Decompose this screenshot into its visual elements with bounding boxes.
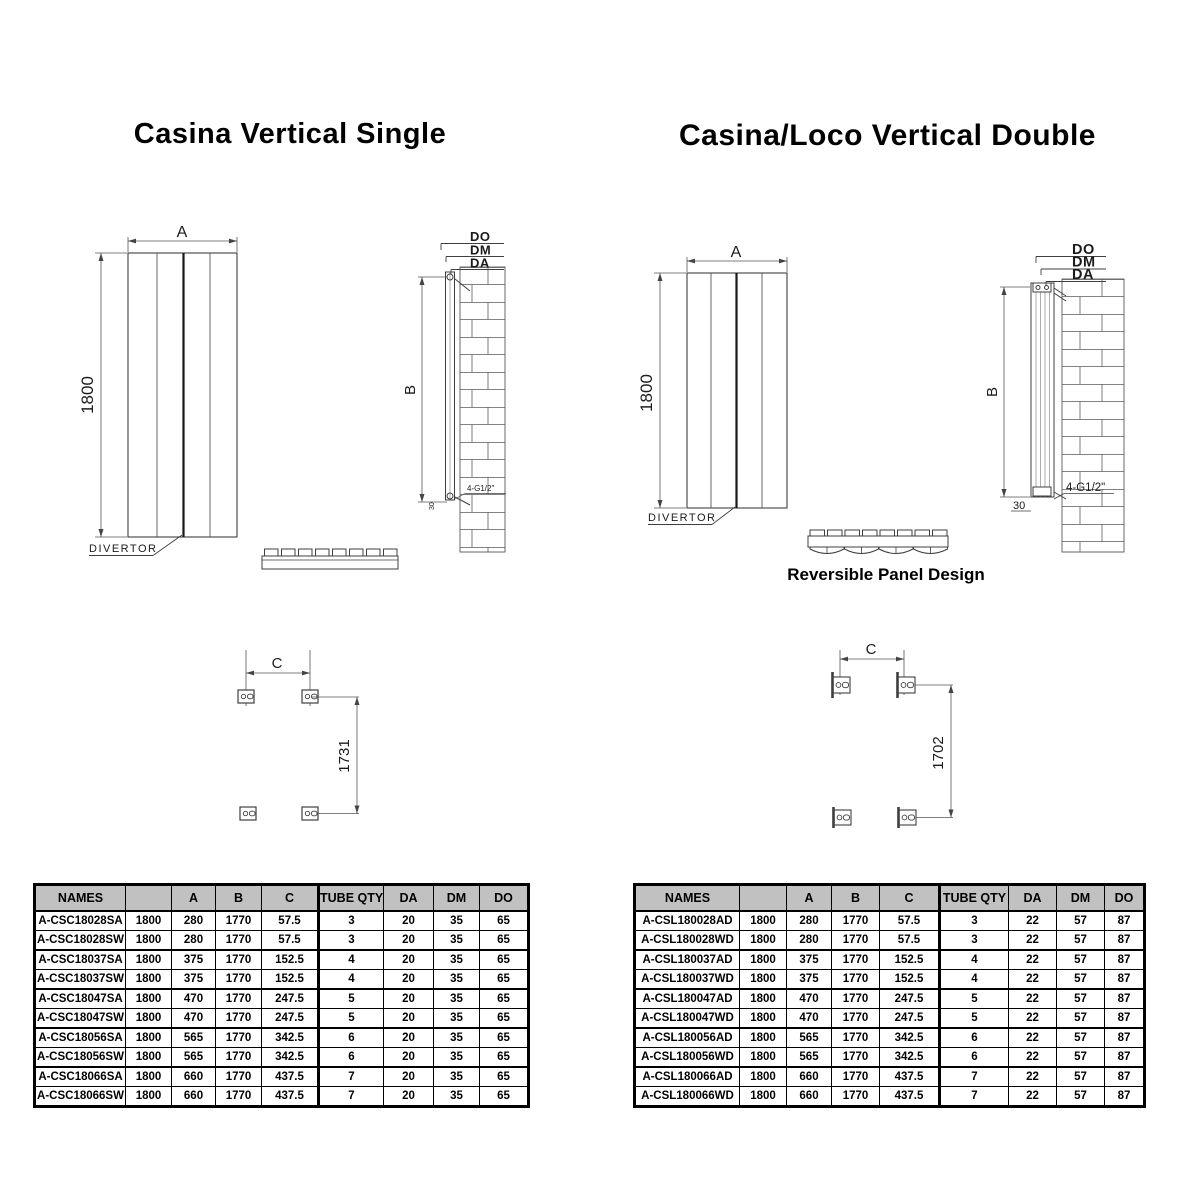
single-spec-table: [33, 883, 530, 1108]
model-name-cell: A-CSL180028WD: [635, 931, 740, 951]
col-header-a: A: [172, 885, 216, 912]
table-cell: 1770: [832, 931, 880, 951]
table-cell: 65: [480, 950, 529, 970]
table-cell: 3: [319, 911, 384, 931]
double-dim-1800: [654, 273, 686, 508]
table-cell: 1800: [740, 1067, 787, 1087]
single-dim-B: [418, 277, 447, 502]
single-dim-C-label: C: [271, 655, 283, 672]
table-cell: 6: [940, 1028, 1009, 1048]
table-cell: 20: [384, 1067, 434, 1087]
table-cell: 437.5: [262, 1087, 319, 1107]
table-cell: 1770: [832, 1028, 880, 1048]
table-cell: 4: [940, 970, 1009, 990]
table-row: [35, 911, 529, 931]
double-da-label: DA: [1072, 267, 1094, 283]
table-row: [635, 1028, 1145, 1048]
table-cell: 342.5: [262, 1048, 319, 1068]
col-header-do: DO: [480, 885, 529, 912]
wall-brackets: [832, 672, 916, 828]
table-cell: 1800: [740, 970, 787, 990]
table-cell: 65: [480, 1048, 529, 1068]
table-cell: 1800: [740, 931, 787, 951]
table-header-row: [635, 885, 1145, 912]
table-cell: 22: [1009, 1028, 1057, 1048]
table-cell: 35: [434, 1087, 480, 1107]
table-cell: 1800: [126, 970, 172, 990]
col-header-do: DO: [1105, 885, 1145, 912]
table-cell: 87: [1105, 989, 1145, 1009]
table-cell: 375: [787, 970, 832, 990]
table-cell: 4: [319, 950, 384, 970]
table-cell: 565: [172, 1028, 216, 1048]
table-cell: 65: [480, 1028, 529, 1048]
table-row: [35, 1067, 529, 1087]
table-row: [35, 1028, 529, 1048]
double-table-body: [635, 911, 1145, 1107]
table-cell: 35: [434, 1009, 480, 1029]
table-cell: 57: [1057, 1067, 1105, 1087]
double-dim-C-label: C: [865, 641, 877, 658]
table-cell: 35: [434, 950, 480, 970]
table-row: [635, 989, 1145, 1009]
table-cell: 35: [434, 1048, 480, 1068]
model-name-cell: A-CSC18066SA: [35, 1067, 126, 1087]
model-name-cell: A-CSL180056AD: [635, 1028, 740, 1048]
table-cell: 22: [1009, 1087, 1057, 1107]
table-cell: 1800: [126, 1009, 172, 1029]
table-cell: 1770: [216, 950, 262, 970]
table-cell: 1770: [832, 950, 880, 970]
model-name-cell: A-CSL180047AD: [635, 989, 740, 1009]
table-cell: 565: [787, 1028, 832, 1048]
table-cell: 342.5: [262, 1028, 319, 1048]
table-cell: 565: [787, 1048, 832, 1068]
double-spec-table: [633, 883, 1146, 1108]
single-dim-1731-label: 1731: [336, 739, 353, 773]
table-row: [35, 1009, 529, 1029]
model-name-cell: A-CSC18047SA: [35, 989, 126, 1009]
col-header-blank: [126, 885, 172, 912]
col-header-da: DA: [1009, 885, 1057, 912]
table-cell: 247.5: [262, 989, 319, 1009]
table-cell: 22: [1009, 911, 1057, 931]
table-row: [635, 911, 1145, 931]
table-cell: 57.5: [880, 931, 940, 951]
table-row: [635, 970, 1145, 990]
table-cell: 660: [172, 1087, 216, 1107]
model-name-cell: A-CSC18037SA: [35, 950, 126, 970]
table-cell: 57: [1057, 1028, 1105, 1048]
model-name-cell: A-CSC18037SW: [35, 970, 126, 990]
table-cell: 1800: [126, 1067, 172, 1087]
table-cell: 437.5: [880, 1067, 940, 1087]
table-cell: 57: [1057, 989, 1105, 1009]
table-row: [635, 1009, 1145, 1029]
table-cell: 1800: [740, 1028, 787, 1048]
model-name-cell: A-CSC18056SW: [35, 1048, 126, 1068]
table-cell: 6: [319, 1048, 384, 1068]
col-header-da: DA: [384, 885, 434, 912]
table-cell: 4: [940, 950, 1009, 970]
double-dim-A-label: A: [730, 244, 742, 261]
col-header-names: NAMES: [635, 885, 740, 912]
table-cell: 437.5: [262, 1067, 319, 1087]
table-cell: 1800: [740, 1087, 787, 1107]
single-spec-table-wrapper: [33, 883, 530, 1108]
table-cell: 65: [480, 1067, 529, 1087]
model-name-cell: A-CSC18028SW: [35, 931, 126, 951]
table-row: [35, 989, 529, 1009]
single-dim-B-label: B: [402, 384, 419, 396]
double-divertor-label: DIVERTOR: [648, 512, 717, 524]
table-cell: 7: [940, 1087, 1009, 1107]
model-name-cell: A-CSL180037AD: [635, 950, 740, 970]
model-name-cell: A-CSL180066WD: [635, 1087, 740, 1107]
table-row: [635, 950, 1145, 970]
double-front-view: [687, 273, 787, 508]
table-cell: 3: [940, 931, 1009, 951]
table-cell: 65: [480, 1009, 529, 1029]
table-cell: 20: [384, 989, 434, 1009]
table-cell: 20: [384, 1028, 434, 1048]
single-offset-label: 30: [429, 502, 436, 510]
table-cell: 20: [384, 931, 434, 951]
table-cell: 152.5: [880, 950, 940, 970]
single-dim-A-label: A: [176, 224, 188, 241]
table-cell: 342.5: [880, 1048, 940, 1068]
table-row: [35, 950, 529, 970]
wall-section: [1062, 279, 1124, 552]
table-cell: 1800: [126, 1028, 172, 1048]
table-cell: 57: [1057, 950, 1105, 970]
table-cell: 65: [480, 911, 529, 931]
table-cell: 342.5: [880, 1028, 940, 1048]
single-dim-1800-label: 1800: [78, 376, 97, 414]
table-cell: 5: [940, 989, 1009, 1009]
table-header-row: [35, 885, 529, 912]
table-cell: 57.5: [262, 931, 319, 951]
table-cell: 1770: [832, 1087, 880, 1107]
table-row: [635, 1048, 1145, 1068]
single-dim-1800: [95, 253, 127, 537]
single-tapping-label: 4-G1/2": [467, 484, 495, 493]
single-divertor-label: DIVERTOR: [89, 543, 158, 555]
table-cell: 1800: [740, 989, 787, 1009]
model-name-cell: A-CSC18047SW: [35, 1009, 126, 1029]
double-technical-drawing: [620, 230, 1140, 590]
table-cell: 1800: [740, 1048, 787, 1068]
table-cell: 1800: [126, 950, 172, 970]
table-cell: 87: [1105, 1087, 1145, 1107]
col-header-b: B: [216, 885, 262, 912]
col-header-tube-qty: TUBE QTY: [319, 885, 384, 912]
single-title: Casina Vertical Single: [133, 118, 447, 150]
table-cell: 4: [319, 970, 384, 990]
single-plan-view: [262, 549, 398, 569]
table-cell: 20: [384, 950, 434, 970]
table-cell: 57: [1057, 1048, 1105, 1068]
table-cell: 1800: [740, 1009, 787, 1029]
table-cell: 1800: [126, 931, 172, 951]
reversible-panel-caption: Reversible Panel Design: [787, 565, 985, 584]
table-cell: 375: [172, 950, 216, 970]
table-cell: 1770: [216, 989, 262, 1009]
double-plan-view: [808, 530, 948, 554]
table-cell: 7: [319, 1067, 384, 1087]
col-header-a: A: [787, 885, 832, 912]
table-cell: 22: [1009, 1048, 1057, 1068]
table-cell: 1800: [126, 989, 172, 1009]
table-cell: 152.5: [262, 970, 319, 990]
table-cell: 87: [1105, 1009, 1145, 1029]
table-cell: 35: [434, 931, 480, 951]
table-row: [35, 970, 529, 990]
double-do-label: DO: [1072, 242, 1095, 258]
table-cell: 565: [172, 1048, 216, 1068]
model-name-cell: A-CSC18066SW: [35, 1087, 126, 1107]
table-cell: 22: [1009, 1067, 1057, 1087]
single-side-view: [402, 229, 506, 552]
table-cell: 87: [1105, 1028, 1145, 1048]
table-cell: 5: [940, 1009, 1009, 1029]
model-name-cell: A-CSL180037WD: [635, 970, 740, 990]
table-cell: 1770: [832, 989, 880, 1009]
table-cell: 375: [787, 950, 832, 970]
table-cell: 1770: [216, 1028, 262, 1048]
table-cell: 1770: [832, 911, 880, 931]
model-name-cell: A-CSL180066AD: [635, 1067, 740, 1087]
single-front-view: [128, 253, 237, 537]
table-cell: 152.5: [880, 970, 940, 990]
double-dim-1702-label: 1702: [930, 736, 947, 770]
table-cell: 65: [480, 970, 529, 990]
table-cell: 87: [1105, 970, 1145, 990]
table-cell: 1770: [216, 1087, 262, 1107]
table-row: [635, 931, 1145, 951]
table-cell: 65: [480, 931, 529, 951]
table-cell: 57: [1057, 911, 1105, 931]
table-cell: 280: [172, 931, 216, 951]
single-table-body: [35, 911, 529, 1107]
table-cell: 65: [480, 1087, 529, 1107]
model-name-cell: A-CSL180047WD: [635, 1009, 740, 1029]
table-cell: 470: [787, 1009, 832, 1029]
table-cell: 1770: [832, 1067, 880, 1087]
table-cell: 35: [434, 970, 480, 990]
table-cell: 1800: [126, 1087, 172, 1107]
model-name-cell: A-CSC18056SA: [35, 1028, 126, 1048]
col-header-blank: [740, 885, 787, 912]
table-cell: 1800: [126, 911, 172, 931]
table-cell: 3: [940, 911, 1009, 931]
col-header-tube-qty: TUBE QTY: [940, 885, 1009, 912]
double-bracket-diagram: [815, 640, 965, 835]
table-cell: 1800: [740, 911, 787, 931]
double-dim-B: [1000, 287, 1030, 497]
col-header-c: C: [880, 885, 940, 912]
table-cell: 660: [172, 1067, 216, 1087]
table-cell: 20: [384, 970, 434, 990]
single-do-label: DO: [470, 229, 491, 244]
table-cell: 57.5: [262, 911, 319, 931]
single-technical-drawing: [60, 215, 600, 580]
table-cell: 280: [787, 911, 832, 931]
double-spec-table-wrapper: [633, 883, 1146, 1108]
double-dm-label: DM: [1072, 254, 1096, 271]
col-header-names: NAMES: [35, 885, 126, 912]
model-name-cell: A-CSL180028AD: [635, 911, 740, 931]
double-title: Casina/Loco Vertical Double: [679, 119, 1096, 152]
table-row: [35, 1087, 529, 1107]
table-cell: 57: [1057, 1087, 1105, 1107]
table-cell: 87: [1105, 931, 1145, 951]
table-cell: 22: [1009, 950, 1057, 970]
table-cell: 1800: [740, 950, 787, 970]
table-cell: 1770: [216, 970, 262, 990]
table-cell: 470: [787, 989, 832, 1009]
table-cell: 20: [384, 1009, 434, 1029]
table-cell: 22: [1009, 989, 1057, 1009]
single-bracket-diagram: [225, 640, 375, 835]
table-cell: 87: [1105, 1048, 1145, 1068]
table-cell: 5: [319, 1009, 384, 1029]
wall-brackets: [238, 690, 318, 820]
table-cell: 247.5: [262, 1009, 319, 1029]
double-tapping-label: 4-G1/2": [1066, 482, 1106, 494]
table-cell: 470: [172, 1009, 216, 1029]
table-cell: 280: [172, 911, 216, 931]
table-cell: 22: [1009, 970, 1057, 990]
table-cell: 280: [787, 931, 832, 951]
single-da-label: DA: [470, 255, 490, 271]
model-name-cell: A-CSC18028SA: [35, 911, 126, 931]
wall-section: [460, 267, 505, 552]
table-cell: 1770: [832, 970, 880, 990]
col-header-b: B: [832, 885, 880, 912]
table-cell: 6: [319, 1028, 384, 1048]
col-header-c: C: [262, 885, 319, 912]
model-name-cell: A-CSL180056WD: [635, 1048, 740, 1068]
table-cell: 1770: [832, 1048, 880, 1068]
table-cell: 660: [787, 1087, 832, 1107]
table-cell: 1770: [216, 1048, 262, 1068]
radiator-profile: [1031, 283, 1066, 499]
col-header-dm: DM: [1057, 885, 1105, 912]
double-dim-B-label: B: [984, 386, 1001, 398]
table-cell: 22: [1009, 1009, 1057, 1029]
table-cell: 247.5: [880, 989, 940, 1009]
table-cell: 20: [384, 1087, 434, 1107]
single-dm-label: DM: [470, 242, 492, 258]
table-cell: 20: [384, 1048, 434, 1068]
table-cell: 470: [172, 989, 216, 1009]
table-cell: 1770: [216, 911, 262, 931]
table-cell: 22: [1009, 931, 1057, 951]
table-cell: 65: [480, 989, 529, 1009]
table-cell: 20: [384, 911, 434, 931]
table-cell: 35: [434, 911, 480, 931]
table-cell: 87: [1105, 911, 1145, 931]
col-header-dm: DM: [434, 885, 480, 912]
table-cell: 35: [434, 989, 480, 1009]
table-cell: 57: [1057, 1009, 1105, 1029]
table-cell: 1770: [216, 1067, 262, 1087]
table-cell: 7: [319, 1087, 384, 1107]
table-cell: 57: [1057, 970, 1105, 990]
double-offset-label: 30: [1013, 500, 1026, 512]
table-row: [35, 1048, 529, 1068]
table-cell: 1800: [126, 1048, 172, 1068]
table-cell: 3: [319, 931, 384, 951]
table-cell: 152.5: [262, 950, 319, 970]
table-row: [35, 931, 529, 951]
table-cell: 87: [1105, 1067, 1145, 1087]
table-cell: 35: [434, 1028, 480, 1048]
table-cell: 1770: [216, 1009, 262, 1029]
table-cell: 437.5: [880, 1087, 940, 1107]
table-cell: 35: [434, 1067, 480, 1087]
table-cell: 5: [319, 989, 384, 1009]
table-cell: 57.5: [880, 911, 940, 931]
table-cell: 375: [172, 970, 216, 990]
table-row: [635, 1067, 1145, 1087]
table-cell: 660: [787, 1067, 832, 1087]
table-row: [635, 1087, 1145, 1107]
table-cell: 1770: [216, 931, 262, 951]
table-cell: 6: [940, 1048, 1009, 1068]
table-cell: 57: [1057, 931, 1105, 951]
table-cell: 7: [940, 1067, 1009, 1087]
table-cell: 87: [1105, 950, 1145, 970]
table-cell: 247.5: [880, 1009, 940, 1029]
table-cell: 1770: [832, 1009, 880, 1029]
double-side-view: [984, 242, 1124, 552]
double-dim-1800-label: 1800: [637, 374, 656, 412]
